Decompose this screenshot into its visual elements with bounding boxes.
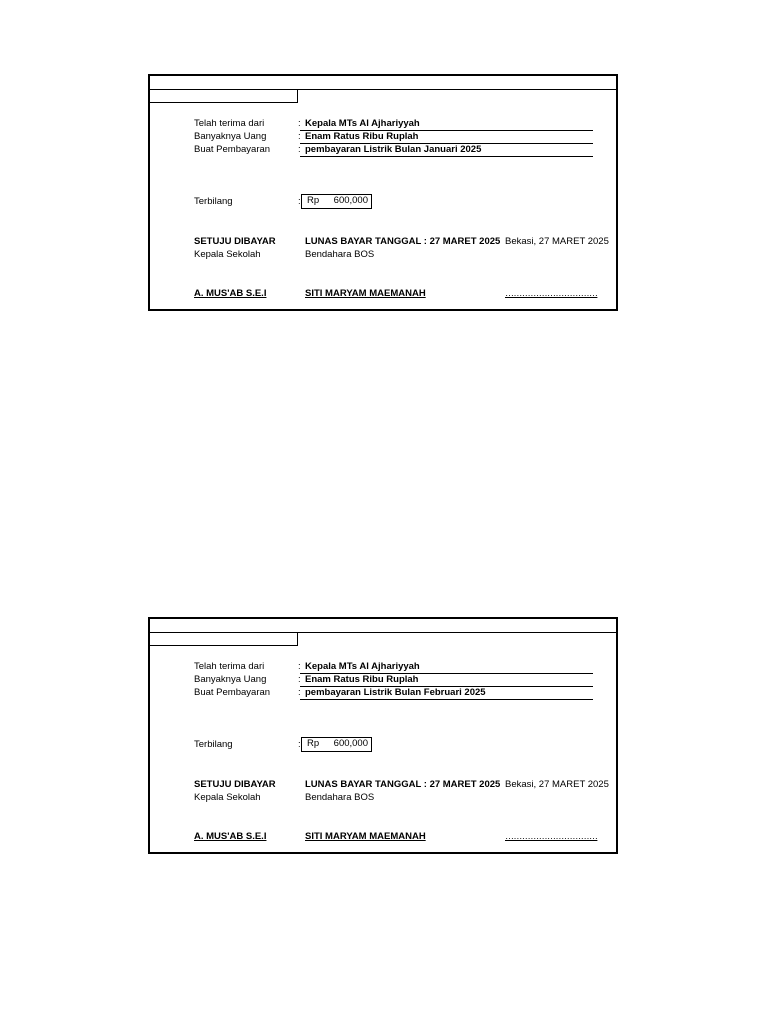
label-amount-words: Banyaknya Uang: [194, 674, 267, 685]
approve-title: SETUJU DIBAYAR: [194, 779, 276, 790]
underline: [300, 143, 593, 144]
amount-value: 600,000: [333, 195, 368, 206]
approver-name: A. MUS'AB S.E.I: [194, 831, 267, 842]
currency-label: Rp: [307, 738, 320, 749]
colon: :: [298, 131, 301, 142]
amount-words-value: Enam Ratus Ribu Ruplah: [305, 674, 419, 685]
receiver-signature-line: ……………………………: [505, 831, 598, 841]
underline: [300, 673, 593, 674]
receipt-february: [148, 617, 618, 854]
receipt-number-box: [150, 89, 298, 103]
paid-title: LUNAS BAYAR TANGGAL : 27 MARET 2025: [305, 779, 501, 790]
label-amount-words: Banyaknya Uang: [194, 131, 267, 142]
colon: :: [298, 687, 301, 698]
label-received-from: Telah terima dari: [194, 118, 265, 129]
place-date: Bekasi, 27 MARET 2025: [505, 779, 609, 790]
colon: :: [298, 674, 301, 685]
paid-role: Bendahara BOS: [305, 792, 375, 803]
receiver-signature-line: ……………………………: [505, 288, 598, 298]
place-date: Bekasi, 27 MARET 2025: [505, 236, 609, 247]
treasurer-name: SITI MARYAM MAEMANAH: [305, 831, 426, 842]
paid-title: LUNAS BAYAR TANGGAL : 27 MARET 2025: [305, 236, 501, 247]
amount-value: 600,000: [333, 738, 368, 749]
colon: :: [298, 739, 301, 750]
received-from-value: Kepala MTs Al Ajhariyyah: [305, 661, 420, 672]
purpose-value: pembayaran Listrik Bulan Februari 2025: [305, 687, 486, 698]
colon: :: [298, 144, 301, 155]
underline: [300, 156, 593, 157]
approve-role: Kepala Sekolah: [194, 249, 261, 260]
approve-role: Kepala Sekolah: [194, 792, 261, 803]
approver-name: A. MUS'AB S.E.I: [194, 288, 267, 299]
colon: :: [298, 661, 301, 672]
amount-box: [301, 737, 372, 752]
amount-box: [301, 194, 372, 209]
label-terbilang: Terbilang: [194, 739, 233, 750]
receipt-number-box: [150, 632, 298, 646]
label-terbilang: Terbilang: [194, 196, 233, 207]
receipt-january: [148, 74, 618, 311]
treasurer-name: SITI MARYAM MAEMANAH: [305, 288, 426, 299]
purpose-value: pembayaran Listrik Bulan Januari 2025: [305, 144, 482, 155]
label-purpose: Buat Pembayaran: [194, 144, 271, 155]
amount-words-value: Enam Ratus Ribu Ruplah: [305, 131, 419, 142]
underline: [300, 686, 593, 687]
underline: [300, 130, 593, 131]
colon: :: [298, 118, 301, 129]
colon: :: [298, 196, 301, 207]
underline: [300, 699, 593, 700]
received-from-value: Kepala MTs Al Ajhariyyah: [305, 118, 420, 129]
label-received-from: Telah terima dari: [194, 661, 265, 672]
currency-label: Rp: [307, 195, 320, 206]
paid-role: Bendahara BOS: [305, 249, 375, 260]
approve-title: SETUJU DIBAYAR: [194, 236, 276, 247]
label-purpose: Buat Pembayaran: [194, 687, 271, 698]
